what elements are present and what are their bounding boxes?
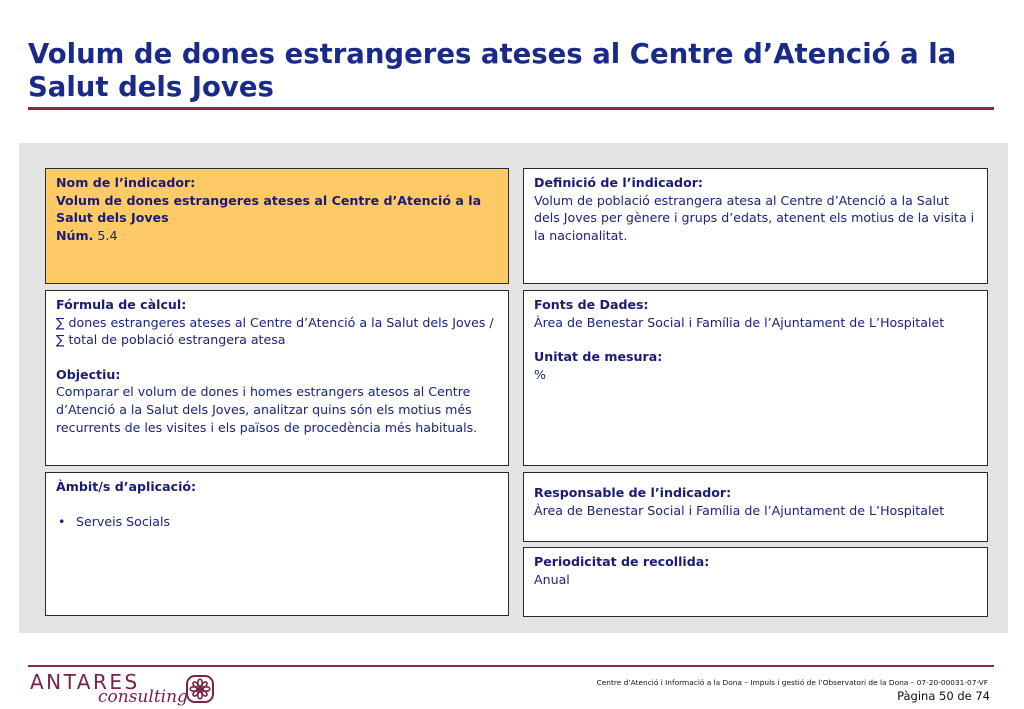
unit-label: Unitat de mesura: bbox=[534, 349, 663, 365]
title-divider bbox=[28, 107, 994, 110]
indicator-number-label: Núm. bbox=[56, 227, 94, 243]
antares-logo bbox=[30, 670, 230, 708]
page-number: Pàgina 50 de 74 bbox=[897, 689, 990, 703]
indicator-number bbox=[56, 227, 499, 245]
periodicity-label: Periodicitat de recollida: bbox=[534, 554, 710, 569]
periodicity-text: Anual bbox=[534, 571, 570, 587]
data-sources-label: Fonts de Dades: bbox=[534, 297, 649, 312]
responsible-text: Àrea de Benestar Social i Família de l’Ajuntament de L’Hospitalet bbox=[534, 502, 945, 518]
unit-value: % bbox=[534, 366, 546, 382]
data-sources-box bbox=[523, 290, 988, 466]
data-sources-text: Àrea de Benestar Social i Família de l’Ajuntament de L’Hospitalet bbox=[534, 314, 945, 330]
indicator-name-value: Volum de dones estrangeres ateses al Centre d’Atenció a la Salut dels Joves bbox=[56, 192, 482, 226]
responsible-label: Responsable de l’indicador: bbox=[534, 485, 732, 500]
logo-flower-icon bbox=[185, 674, 215, 704]
definition-label: Definició de l’indicador: bbox=[534, 175, 703, 190]
scope-list-item bbox=[56, 513, 499, 531]
responsible-box bbox=[523, 472, 988, 542]
formula-label: Fórmula de càlcul: bbox=[56, 297, 187, 312]
formula-text: ∑ dones estrangeres ateses al Centre d’Atenció a la Salut dels Joves / ∑ total de població estrangera atesa bbox=[56, 314, 494, 348]
indicator-name-label: Nom de l’indicador: bbox=[56, 175, 196, 190]
footer-divider bbox=[28, 665, 994, 667]
footer-document-reference: Centre d’Atenció i Informació a la Dona – Impuls i gestió de l’Observatori de la Dona – 07-20-00031-07-VF bbox=[596, 678, 988, 687]
definition-text: Volum de població estrangera atesa al Centre d’Atenció a la Salut dels Joves per gènere i grups d’edats, atenent els motius de la visita i la nacionalitat. bbox=[534, 192, 975, 243]
logo-subtitle: consulting bbox=[98, 687, 188, 707]
objective-label: Objectiu: bbox=[56, 366, 121, 382]
periodicity-box bbox=[523, 547, 988, 617]
scope-item-text: Serveis Socials bbox=[76, 513, 171, 529]
scope-box bbox=[45, 472, 509, 616]
scope-label: Àmbit/s d’aplicació: bbox=[56, 479, 197, 494]
indicator-number-value: 5.4 bbox=[93, 227, 118, 243]
indicator-name-box bbox=[45, 168, 509, 284]
formula-box bbox=[45, 290, 509, 466]
page-title: Volum de dones estrangeres ateses al Centre d’Atenció a la Salut dels Joves bbox=[28, 38, 957, 103]
objective-text: Comparar el volum de dones i homes estrangers atesos al Centre d’Atenció a la Salut dels Joves, analitzar quins són els motius més recurrents de les visites i els països de procedència més habituals. bbox=[56, 384, 478, 435]
bullet-icon: • bbox=[58, 513, 66, 529]
logo-wordmark: ANTARES bbox=[30, 670, 140, 694]
definition-box bbox=[523, 168, 988, 284]
